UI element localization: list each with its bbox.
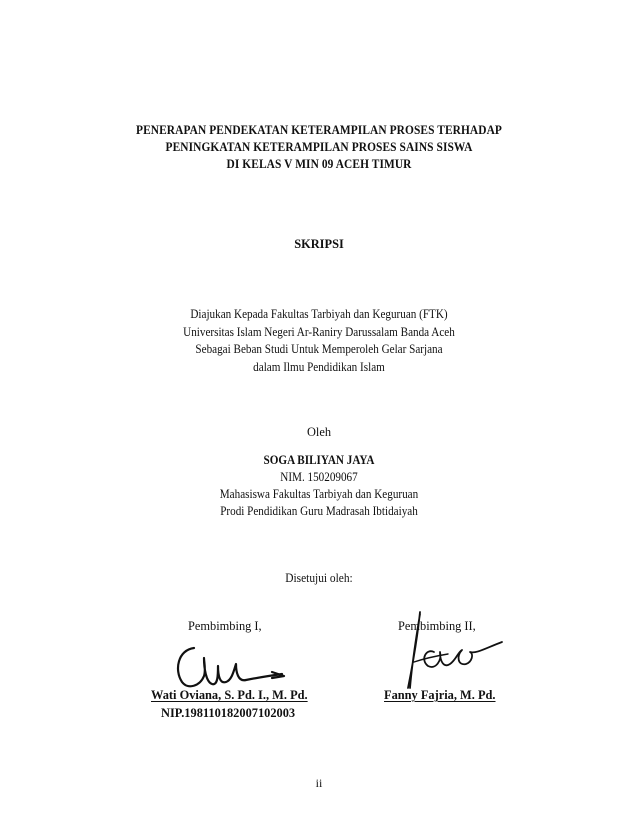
supervisor-1-label: Pembimbing I, xyxy=(188,619,262,633)
title-line: PENERAPAN PENDEKATAN KETERAMPILAN PROSES TERHADAP xyxy=(136,123,502,137)
submission-line: Diajukan Kepada Fakultas Tarbiyah dan Keguruan (FTK) xyxy=(190,307,448,321)
author-block xyxy=(32,452,606,520)
approved-label: Disetujui oleh: xyxy=(285,571,353,585)
submission-line: dalam Ilmu Pendidikan Islam xyxy=(253,359,385,374)
author-nim: NIM. 150209067 xyxy=(280,470,358,484)
submission-line: Sebagai Beban Studi Untuk Memperoleh Gelar Sarjana xyxy=(195,342,443,356)
submission-statement xyxy=(32,306,606,376)
title-line: DI KELAS V MIN 09 ACEH TIMUR xyxy=(226,157,412,171)
thesis-title xyxy=(26,122,613,173)
author-program: Prodi Pendidikan Guru Madrasah Ibtidaiyah xyxy=(220,504,418,518)
page-number: ii xyxy=(315,776,323,790)
by-label: Oleh xyxy=(306,425,332,439)
supervisor-1-signature xyxy=(160,636,300,692)
supervisor-2-name: Fanny Fajria, M. Pd. xyxy=(384,688,496,702)
supervisor-1-nip: NIP.198110182007102003 xyxy=(161,706,296,720)
supervisor-1-name: Wati Oviana, S. Pd. I., M. Pd. xyxy=(151,688,308,702)
document-type: SKRIPSI xyxy=(294,237,344,251)
author-name: SOGA BILIYAN JAYA xyxy=(263,453,375,467)
supervisor-2-label: Pembimbing II, xyxy=(398,619,476,633)
supervisor-2-signature xyxy=(390,608,510,692)
title-line: PENINGKATAN KETERAMPILAN PROSES SAINS SISWA xyxy=(165,140,473,154)
author-faculty: Mahasiswa Fakultas Tarbiyah dan Keguruan xyxy=(219,487,419,501)
submission-line: Universitas Islam Negeri Ar-Raniry Darussalam Banda Aceh xyxy=(183,324,455,339)
